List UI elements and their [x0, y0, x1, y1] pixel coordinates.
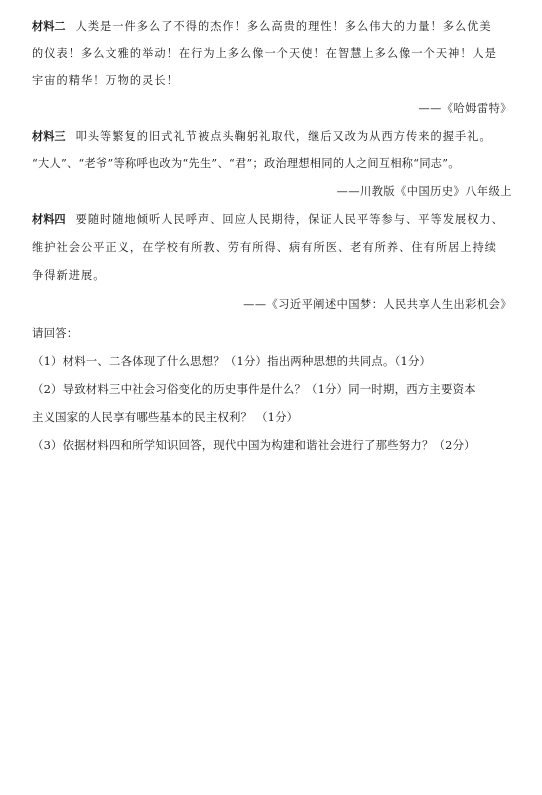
material2-line2: 的仪表！多么文雅的举动！在行为上多么像一个天使！在智慧上多么像一个天神！人是: [32, 47, 498, 60]
questions-prompt: 请回答：: [32, 326, 79, 340]
material2-label: 材料二: [32, 20, 66, 33]
material2-source: ——《哈姆雷特》: [418, 102, 512, 115]
material2-text-1: 人类是一件多么了不得的杰作！多么高贵的理性！多么伟大的力量！多么优美: [75, 20, 492, 33]
material3-label: 材料三: [32, 130, 66, 143]
material4-label: 材料四: [32, 213, 66, 226]
question-2-line1: （2）导致材料三中社会习俗变化的历史事件是什么？（1分）同一时期，西方主要资本: [32, 382, 476, 396]
material3-line1: [32, 129, 517, 145]
material3-source: ——川教版《中国历史》八年级上: [336, 185, 512, 198]
material4-line1: [32, 212, 517, 228]
material4-text-1: 要随时随地倾听人民呼声、回应人民期待，保证人民平等参与、平等发展权力、: [75, 213, 504, 226]
question-1: （1）材料一、二各体现了什么思想？（1分）指出两种思想的共同点。（1分）: [32, 354, 432, 368]
material4-line2: 维护社会公平正义，在学校有所教、劳有所得、病有所医、老有所养、住有所居上持续: [32, 241, 498, 254]
question-3: （3）依据材料四和所学知识回答，现代中国为构建和谐社会进行了那些努力？（2分）: [32, 438, 476, 452]
material3-text-1: 叩头等繁复的旧式礼节被点头鞠躬礼取代，继后又改为从西方传来的握手礼。: [75, 130, 492, 143]
material2-line3: 宇宙的精华！万物的灵长！: [32, 74, 179, 87]
material4-line3: 争得新进展。: [32, 269, 106, 282]
material2-line1: [32, 19, 517, 35]
material3-line2: “大人”、“老爷”等称呼也改为“先生”、“君”；政治理想相同的人之间互相称“同志”。: [32, 157, 460, 170]
material4-source: ——《习近平阐述中国梦：人民共享人生出彩机会》: [243, 298, 512, 311]
question-2-line2: 主义国家的人民享有哪些基本的民主权利？ （1分）: [32, 410, 299, 424]
